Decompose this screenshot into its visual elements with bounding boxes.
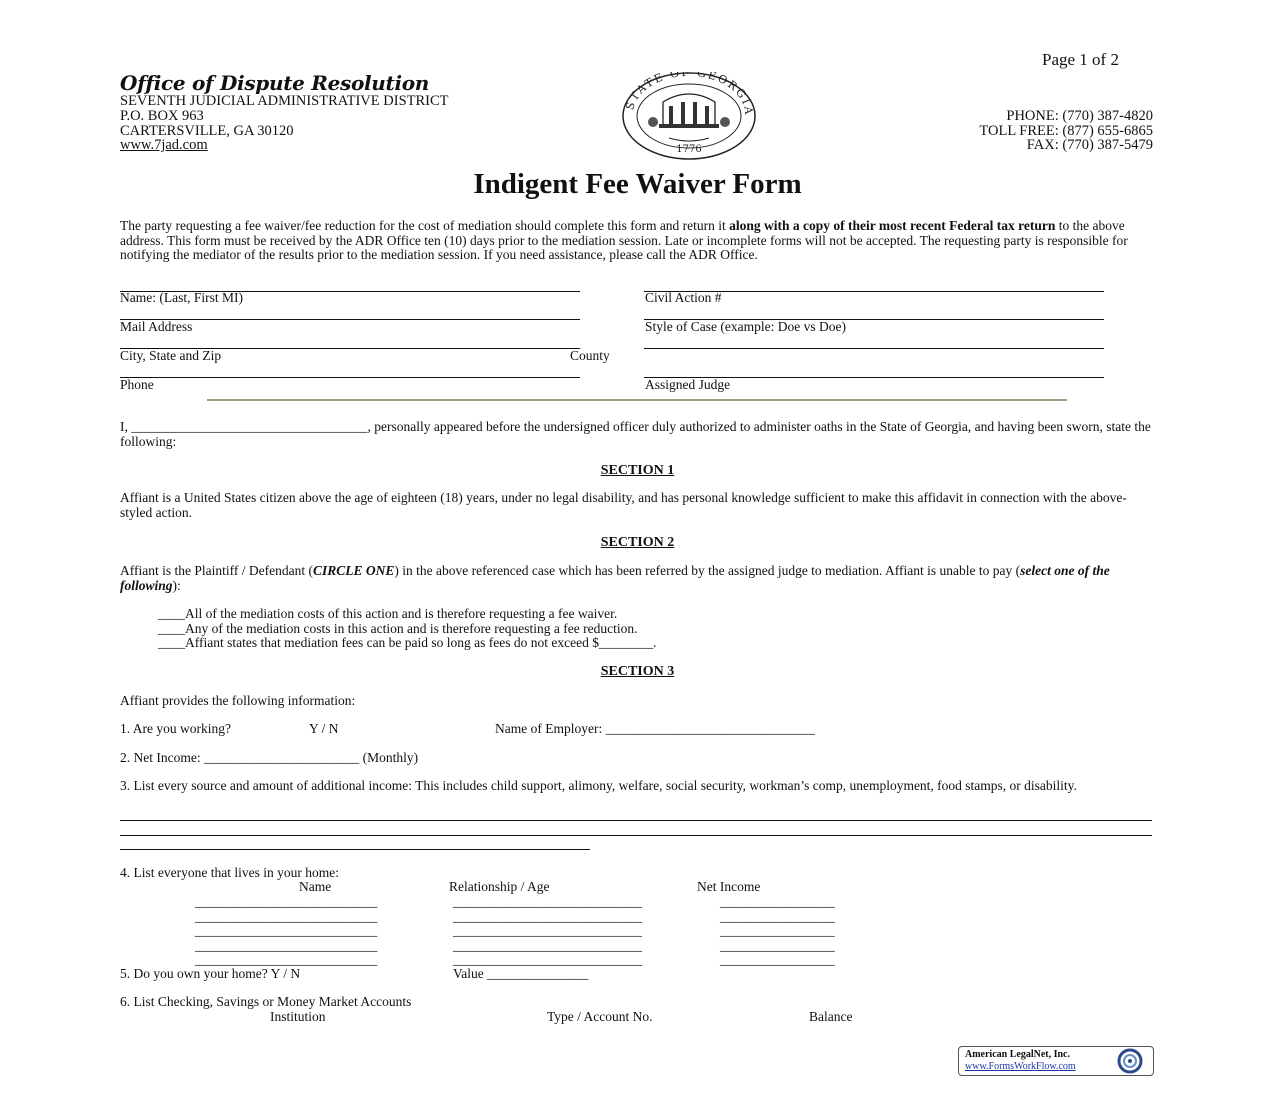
- oath-paragraph: I, ___________________________________, personally appeared before the undersigned officer duly authorized to administer oaths in the State of Georgia, and having been sworn, state the following:: [120, 419, 1151, 449]
- toll-free-number: TOLL FREE: (877) 655-6865: [979, 123, 1153, 139]
- district-name: SEVENTH JUDICIAL ADMINISTRATIVE DISTRICT: [120, 93, 449, 109]
- option-fee-reduction: ____Any of the mediation costs in this action and is therefore requesting a fee reduction.: [158, 621, 638, 636]
- household-header-name: Name: [299, 879, 332, 894]
- household-relationship-blank: ____________________________: [453, 923, 642, 938]
- style-of-case-field-label: Style of Case (example: Doe vs Doe): [645, 319, 846, 334]
- answer-line: [120, 849, 590, 850]
- working-yes-no: Y / N: [309, 721, 339, 736]
- question-additional-income: 3. List every source and amount of additional income: This includes child support, alimony, welfare, social security, workman’s comp, unemployment, food stamps, or disability.: [120, 778, 1077, 793]
- county-field-label: County: [570, 348, 610, 363]
- page-number: Page 1 of 2: [1042, 50, 1119, 69]
- household-name-blank: ___________________________: [195, 894, 378, 909]
- home-value-field: Value _______________: [453, 966, 589, 981]
- household-relationship-blank: ____________________________: [453, 938, 642, 953]
- seal-text: STATE OF GEORGIA: [623, 72, 756, 117]
- field-line: [644, 348, 1104, 349]
- household-header-relationship: Relationship / Age: [449, 879, 550, 894]
- question-own-home: 5. Do you own your home? Y / N: [120, 966, 301, 981]
- question-household: 4. List everyone that lives in your home:: [120, 865, 339, 880]
- household-income-blank: _________________: [720, 923, 835, 938]
- question-net-income: 2. Net Income: _______________________ (Monthly): [120, 750, 419, 765]
- badge-company: American LegalNet, Inc.: [965, 1049, 1070, 1060]
- form-title: Indigent Fee Waiver Form: [473, 168, 802, 200]
- section-3-heading: SECTION 3: [600, 664, 675, 679]
- accounts-header-institution: Institution: [270, 1009, 326, 1024]
- household-name-blank: ___________________________: [195, 952, 378, 967]
- household-relationship-blank: ____________________________: [453, 894, 642, 909]
- intro-paragraph: The party requesting a fee waiver/fee reduction for the cost of mediation should complete this form and return it along with a copy of their most recent Federal tax return to the above address. This form must be received by the ADR Office ten (10) days prior to the mediation session. Late or incomplete forms will not be accepted. The requesting party is responsible for notifying the mediator of the results prior to the mediation session. If you need assistance, please call the ADR Office.: [120, 218, 1128, 263]
- household-relationship-blank: ____________________________: [453, 952, 642, 967]
- household-income-blank: _________________: [720, 894, 835, 909]
- household-income-blank: _________________: [720, 952, 835, 967]
- answer-line: [120, 835, 1152, 836]
- employer-field: Name of Employer: _______________________________: [495, 721, 815, 736]
- section-1-heading: SECTION 1: [600, 463, 675, 478]
- section-2-text: Affiant is the Plaintiff / Defendant (CIRCLE ONE) in the above referenced case which has been referred by the assigned judge to mediation. Affiant is unable to pay (select one of the following):: [120, 563, 1110, 593]
- city-state-zip-field-label: City, State and Zip: [120, 348, 222, 363]
- household-income-blank: _________________: [720, 909, 835, 924]
- civil-action-field-label: Civil Action #: [645, 290, 722, 305]
- badge-logo-icon: [1117, 1048, 1143, 1074]
- section-1-text: Affiant is a United States citizen above the age of eighteen (18) years, under no legal disability, and has personal knowledge sufficient to make this affidavit in connection with the above-styled action.: [120, 490, 1127, 520]
- website-link[interactable]: www.7jad.com: [120, 137, 208, 153]
- georgia-seal: [621, 72, 757, 160]
- accounts-header-balance: Balance: [809, 1009, 853, 1024]
- name-field-label: Name: (Last, First MI): [120, 290, 243, 305]
- divider: [207, 399, 1067, 401]
- household-header-income: Net Income: [697, 879, 761, 894]
- seal-year: 1776: [676, 144, 702, 155]
- field-line: [120, 377, 580, 378]
- question-working: 1. Are you working?: [120, 721, 231, 736]
- section-2-heading: SECTION 2: [600, 535, 675, 550]
- legalnet-badge[interactable]: [958, 1046, 1154, 1076]
- option-fee-waiver: ____All of the mediation costs of this action and is therefore requesting a fee waiver.: [158, 606, 618, 621]
- household-name-blank: ___________________________: [195, 909, 378, 924]
- section-3-intro: Affiant provides the following information:: [120, 693, 356, 708]
- household-name-blank: ___________________________: [195, 923, 378, 938]
- po-box: P.O. BOX 963: [120, 108, 204, 124]
- office-name: Office of Dispute Resolution: [120, 71, 430, 95]
- assigned-judge-field-label: Assigned Judge: [645, 377, 731, 392]
- badge-url[interactable]: www.FormsWorkFlow.com: [965, 1061, 1076, 1072]
- answer-line: [120, 820, 1152, 821]
- household-name-blank: ___________________________: [195, 938, 378, 953]
- question-accounts: 6. List Checking, Savings or Money Market Accounts: [120, 994, 412, 1009]
- mail-address-field-label: Mail Address: [120, 319, 193, 334]
- accounts-header-type: Type / Account No.: [547, 1009, 653, 1024]
- phone-number: PHONE: (770) 387-4820: [1006, 108, 1153, 124]
- option-fee-limit: ____Affiant states that mediation fees can be paid so long as fees do not exceed $________.: [158, 635, 657, 650]
- city-address: CARTERSVILLE, GA 30120: [120, 123, 294, 139]
- phone-field-label: Phone: [120, 377, 154, 392]
- fax-number: FAX: (770) 387-5479: [1026, 137, 1153, 153]
- household-relationship-blank: ____________________________: [453, 909, 642, 924]
- household-income-blank: _________________: [720, 938, 835, 953]
